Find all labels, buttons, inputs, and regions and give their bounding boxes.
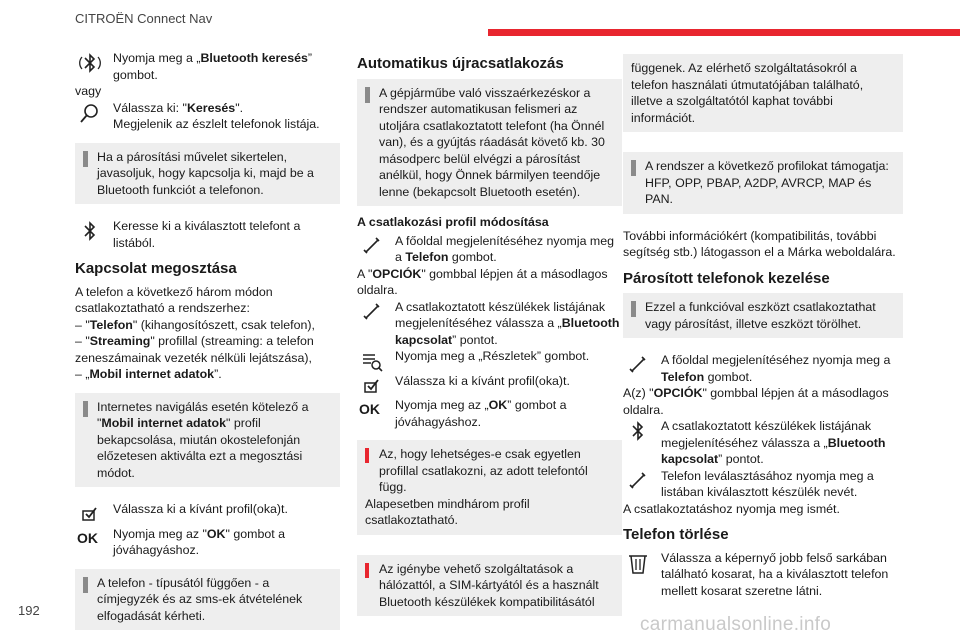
reconnect-text: A csatlakoztatáshoz nyomja meg ismét.	[623, 501, 840, 516]
continued-text: függenek. Az elérhető szolgáltatásokról a telefon használati útmutatójában található, illetve a szolgáltatótól kaphat további információt.	[631, 61, 864, 125]
info-profiles-text: A rendszer a következő profilokat támogatja: HFP, OPP, PBAP, A2DP, AVRCP, MAP és PAN.	[645, 159, 889, 206]
disconnect-text: Telefon leválasztásához nyomja meg a listában kiválasztott készülék nevét.	[661, 468, 874, 499]
ok-text: Nyomja meg az "OK" gombot a jóváhagyáshoz.	[113, 526, 286, 557]
bt-connection-step	[357, 299, 622, 349]
ok-label: OK	[359, 401, 380, 417]
info-icon	[83, 151, 89, 167]
or-text: vagy	[75, 84, 102, 98]
profile-select-text: Válassza ki a kívánt profil(oka)t.	[395, 373, 570, 388]
info-icon	[365, 87, 371, 103]
info-box-continued	[623, 54, 903, 132]
info-icon	[83, 401, 89, 417]
select-phone-text: Keresse ki a kiválasztott telefont a listából.	[113, 219, 301, 250]
bt-search-text: Nyomja meg a „Bluetooth keresés” gombot.	[113, 51, 313, 82]
ok-label: OK	[77, 529, 98, 546]
phone-handset-icon	[361, 235, 383, 257]
trash-icon	[627, 552, 649, 574]
warning-box-services	[357, 555, 622, 617]
heading-connection-sharing: Kapcsolat megosztása	[75, 260, 237, 277]
bluetooth-icon	[627, 420, 649, 442]
delete-step	[623, 550, 903, 600]
bt-connection-step	[623, 418, 903, 468]
info-box-auto	[357, 79, 622, 207]
info-box-manage	[623, 293, 903, 338]
options-step-text: A(z) "OPCIÓK" gombbal lépjen át a másodlagos oldalra.	[623, 386, 889, 417]
profile-select-text: Válassza ki a kívánt profil(oka)t.	[113, 502, 288, 516]
heading-manage-phones: Párosított telefonok kezelése	[623, 269, 830, 287]
select-phone-step	[75, 218, 340, 251]
column-1	[75, 50, 340, 636]
column-2	[357, 50, 622, 622]
heading-auto-reconnect: Automatikus újracsatlakozás	[357, 55, 564, 72]
phone-step-text: A főoldal megjelenítéséhez nyomja meg a Telefon gombot.	[661, 353, 891, 384]
info-box-internet	[75, 393, 340, 488]
options-step-text: A "OPCIÓK" gombbal lépjen át a másodlagos oldalra.	[357, 266, 608, 297]
phone-step	[623, 352, 903, 385]
bt-connection-text: A csatlakoztatott készülékek listájának megjelenítéséhez válassza a „Bluetooth kapcsolat” pontot.	[395, 299, 620, 347]
disconnect-step	[623, 468, 903, 501]
header-title: CITROËN Connect Nav	[75, 11, 213, 26]
info-auto-text: A gépjárműbe való visszaérkezéskor a rendszer automatikusan felismeri az utoljára csatlakoztatott telefont (ha Önnél van), és a gyújtás ráadását követő kb. 30 másodperc belül elvégzi a párosítást anélkül, hogy Önnek bármilyen teendője lenne (bekapcsolt Bluetooth esetén).	[379, 85, 605, 199]
info-pairing-text: Ha a párosítási művelet sikertelen, javasoljuk, hogy kapcsolja ki, majd be a Bluetooth funkciót a telefonon.	[97, 149, 314, 197]
warning-box-profile	[357, 440, 622, 535]
info-icon	[631, 301, 637, 317]
phone-handset-icon	[627, 354, 649, 376]
watermark: carmanualsonline.info	[640, 614, 832, 635]
bluetooth-icon	[79, 220, 101, 242]
warning-profile-text-2: Alapesetben mindhárom profil csatlakoztatható.	[365, 496, 530, 527]
info-internet-text: Internetes navigálás esetén kötelező a "Mobil internet adatok" profil bekapcsolása, miután okostelefonján előzetesen aktiválta ezt a megosztási módot.	[97, 399, 309, 480]
info-box-profiles	[623, 152, 903, 214]
page-header	[0, 0, 960, 40]
ok-text: Nyomja meg az „OK” gombot a jóváhagyáshoz.	[395, 398, 567, 429]
details-list-icon	[361, 350, 383, 372]
info-manage-text: Ezzel a funkcióval eszközt csatlakoztathat vagy párosítást, illetve eszközt törölhet.	[645, 300, 876, 331]
warning-profile-text: Az, hogy lehetséges-e csak egyetlen profillal csatlakozni, az adott telefontól függ.	[379, 447, 588, 494]
warning-icon	[365, 563, 371, 578]
share-intro: A telefon a következő három módon csatlakoztatható a rendszerhez:	[75, 284, 273, 315]
delete-text: Válassza a képernyő jobb felső sarkában található kosarat, ha a kiválasztott telefon mellett kosarat szeretne látni.	[661, 550, 889, 598]
heading-profile-modify: A csatlakozási profil módosítása	[357, 215, 549, 229]
details-step	[357, 348, 622, 365]
profile-select-step	[75, 501, 340, 518]
page-number: 192	[18, 603, 40, 618]
bluetooth-icon	[79, 52, 101, 74]
search-step	[75, 100, 340, 133]
ok-step	[75, 526, 340, 559]
magnifier-icon	[79, 102, 101, 124]
column-3	[623, 50, 903, 599]
warning-icon	[365, 448, 371, 463]
warning-services-text: Az igénybe vehető szolgáltatások a hálózattól, a SIM-kártyától és a használt Bluetooth készülékek kompatibilitásától	[379, 561, 599, 609]
phone-handset-icon	[361, 301, 383, 323]
list-item: – "Streaming" profillal (streaming: a telefon zeneszámainak vezeték nélküli lejátszása),	[75, 334, 314, 365]
list-item: – "Telefon" (kihangosítószett, csak telefon),	[75, 317, 315, 332]
info-icon	[83, 577, 89, 593]
list-item: – „Mobil internet adatok”.	[75, 367, 222, 381]
phone-step-text: A főoldal megjelenítéséhez nyomja meg a Telefon gombot.	[395, 233, 615, 264]
more-info-text: További információkért (kompatibilitás, további segítség stb.) látogasson el a Márka weboldalára.	[623, 228, 896, 259]
checkbox-icon	[361, 375, 383, 397]
header-accent-bar	[488, 29, 960, 36]
ok-step	[357, 397, 622, 430]
phone-step	[357, 233, 622, 266]
search-text: Válassza ki: "Keresés". Megjelenik az észlelt telefonok listája.	[113, 100, 320, 131]
bt-search-step	[75, 50, 340, 83]
heading-delete-phone: Telefon törlése	[623, 526, 729, 543]
profile-select-step	[357, 373, 622, 390]
info-box-contacts	[75, 569, 340, 631]
details-text: Nyomja meg a „Részletek” gombot.	[395, 349, 590, 363]
bt-connection-text: A csatlakoztatott készülékek listájának megjelenítéséhez válassza a „Bluetooth kapcsolat” pontot.	[661, 419, 886, 466]
checkbox-icon	[79, 503, 101, 525]
info-icon	[631, 160, 637, 176]
phone-handset-icon	[627, 470, 649, 492]
info-contacts-text: A telefon - típusától függően - a címjegyzék és az sms-ek átvételének elfogadását kérheti.	[97, 575, 303, 623]
info-box-pairing	[75, 143, 340, 205]
